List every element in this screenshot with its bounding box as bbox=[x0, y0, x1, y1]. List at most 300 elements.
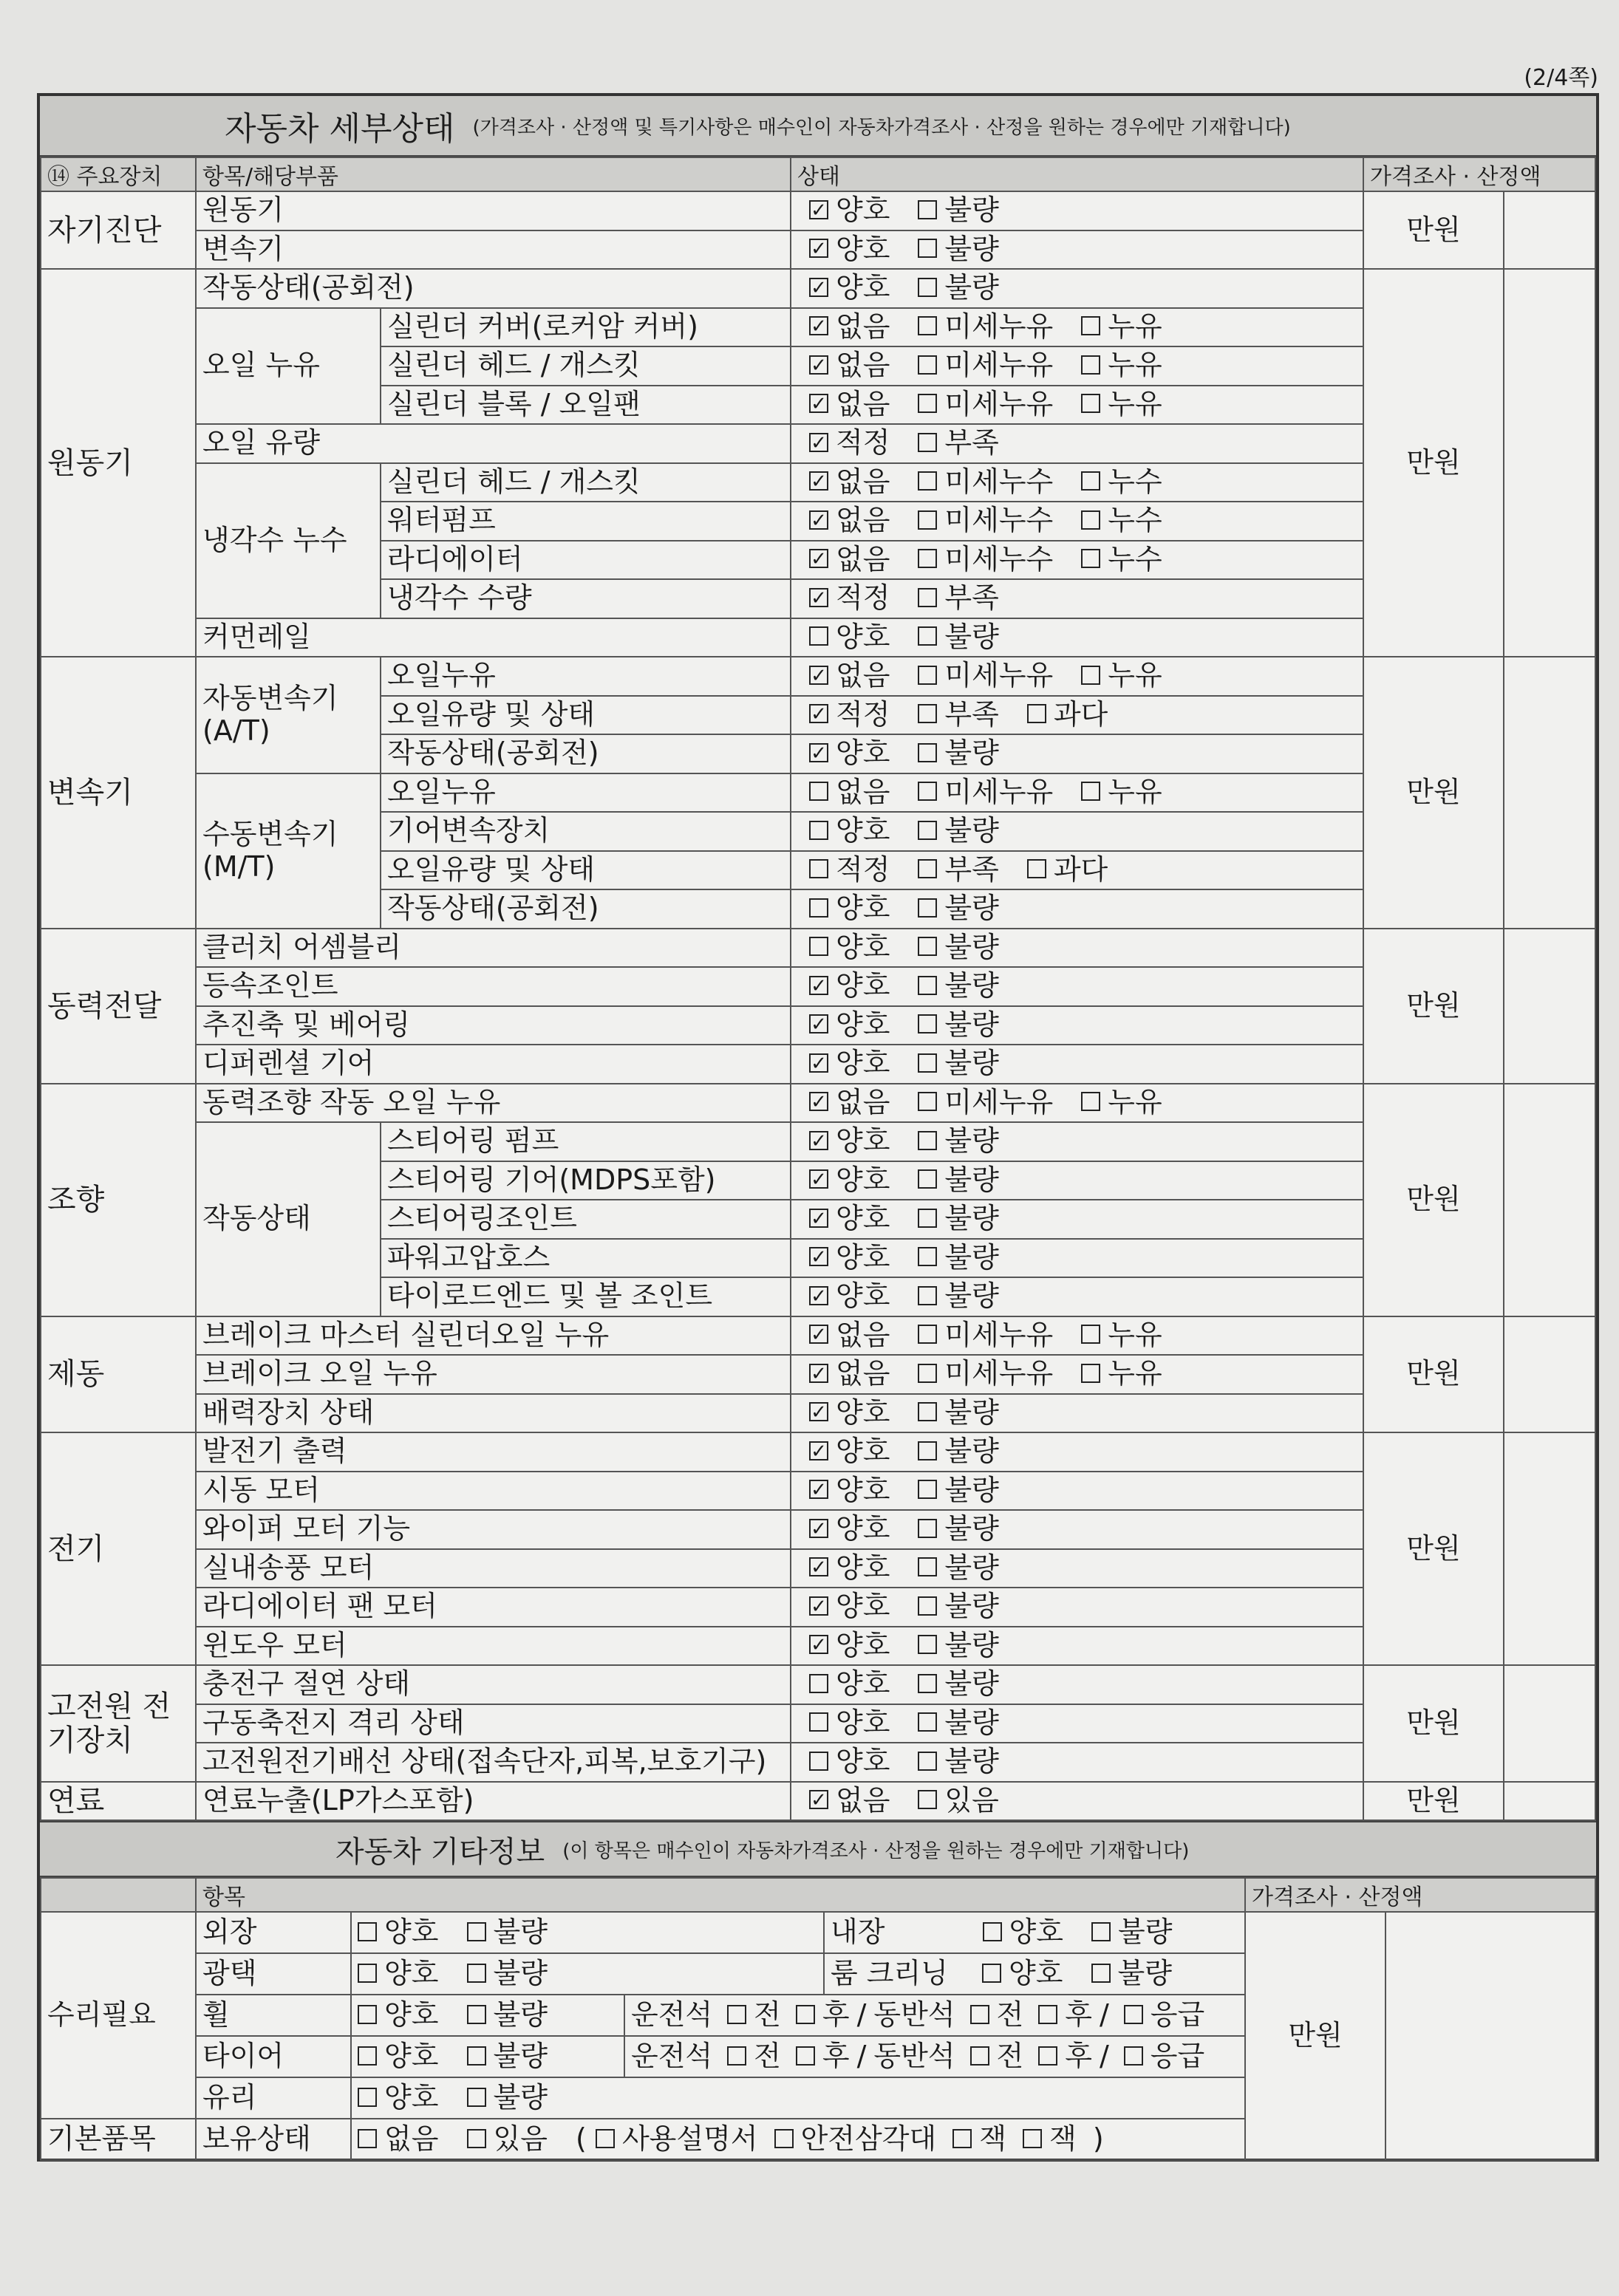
detail-row bbox=[41, 1122, 1595, 1161]
checkbox[interactable] bbox=[358, 1964, 377, 1983]
wheel-options: 양호 불량 bbox=[351, 1995, 624, 2036]
category-cell: 동력전달 bbox=[41, 929, 196, 1084]
status-option bbox=[809, 272, 890, 304]
status-option bbox=[918, 892, 998, 925]
option-label: 적정 bbox=[836, 426, 890, 459]
holding-label: 보유상태 bbox=[196, 2119, 351, 2160]
checkbox[interactable] bbox=[809, 1712, 828, 1732]
checkbox[interactable] bbox=[1027, 704, 1046, 723]
price-cell[interactable]: 만원 bbox=[1363, 929, 1504, 1084]
checkbox[interactable] bbox=[918, 704, 937, 723]
category-cell: 변속기 bbox=[41, 657, 196, 929]
option-label: 불량 bbox=[944, 814, 999, 847]
gloss-label: 광택 bbox=[196, 1953, 351, 1995]
option-label: 양호 bbox=[836, 1163, 890, 1196]
status-option bbox=[918, 932, 998, 964]
checked-checkbox[interactable]: ✓ bbox=[809, 1053, 828, 1073]
item-cell: 라디에이터 bbox=[381, 541, 791, 580]
checkbox[interactable] bbox=[918, 1364, 937, 1383]
position-label: 후 bbox=[1065, 1998, 1092, 2032]
detail-row bbox=[41, 1549, 1595, 1588]
section2-title: 자동차 기타정보 bbox=[335, 1834, 545, 1869]
option-label: 양호 bbox=[836, 737, 890, 770]
checked-checkbox[interactable]: ✓ bbox=[809, 1402, 828, 1421]
item-cell: 작동상태(공회전) bbox=[381, 734, 791, 773]
checkbox[interactable] bbox=[918, 588, 937, 607]
checked-checkbox[interactable]: ✓ bbox=[809, 1557, 828, 1576]
checkbox[interactable] bbox=[1081, 471, 1100, 491]
checkbox[interactable] bbox=[918, 1674, 937, 1693]
status-cell bbox=[791, 1200, 1363, 1239]
item-cell: 작동상태(공회전) bbox=[196, 269, 791, 308]
checkbox[interactable] bbox=[1081, 1092, 1100, 1111]
checkbox[interactable] bbox=[1023, 2129, 1042, 2148]
checkbox[interactable] bbox=[918, 743, 937, 762]
status-option bbox=[918, 544, 1053, 576]
checkbox[interactable] bbox=[918, 549, 937, 568]
checked-checkbox[interactable]: ✓ bbox=[809, 471, 828, 491]
checkbox[interactable] bbox=[809, 1752, 828, 1771]
detail-row bbox=[41, 1432, 1595, 1472]
status-cell bbox=[791, 1432, 1363, 1472]
checkbox[interactable] bbox=[918, 200, 937, 219]
checkbox[interactable] bbox=[1081, 1364, 1100, 1383]
checked-checkbox[interactable]: ✓ bbox=[809, 239, 828, 258]
checkbox[interactable] bbox=[467, 2046, 486, 2066]
status-option bbox=[918, 1048, 998, 1080]
status-option bbox=[809, 1087, 890, 1119]
status-option bbox=[918, 1242, 998, 1274]
checkbox[interactable] bbox=[1091, 1922, 1111, 1941]
checkbox[interactable] bbox=[1038, 2005, 1057, 2024]
checkbox[interactable] bbox=[918, 1402, 937, 1421]
status-option bbox=[918, 815, 998, 847]
checked-checkbox[interactable]: ✓ bbox=[809, 355, 828, 375]
item-cell: 브레이크 마스터 실린더오일 누유 bbox=[196, 1316, 791, 1356]
option-label: 양호 bbox=[836, 1435, 890, 1468]
option-label: 양호 bbox=[836, 271, 890, 304]
status-cell bbox=[791, 1239, 1363, 1278]
status-option bbox=[918, 1397, 998, 1429]
checkbox[interactable] bbox=[918, 1053, 937, 1073]
price-cell[interactable]: 만원 bbox=[1363, 1432, 1504, 1665]
other-price-cell[interactable]: 만원 bbox=[1245, 1912, 1385, 2160]
checked-checkbox[interactable]: ✓ bbox=[809, 1441, 828, 1460]
option-label: 과다 bbox=[1053, 697, 1108, 731]
checkbox[interactable] bbox=[918, 394, 937, 413]
col-device-header: ⑭ 주요장치 bbox=[41, 157, 196, 191]
checkbox[interactable] bbox=[1081, 549, 1100, 568]
checked-checkbox[interactable]: ✓ bbox=[809, 704, 828, 723]
checkbox[interactable] bbox=[918, 1325, 937, 1344]
item-cell: 발전기 출력 bbox=[196, 1432, 791, 1472]
checkbox[interactable] bbox=[918, 782, 937, 801]
status-option bbox=[809, 699, 890, 731]
status-option bbox=[918, 1552, 998, 1585]
section-detail-header bbox=[40, 96, 1596, 157]
checkbox[interactable] bbox=[918, 898, 937, 918]
checked-checkbox[interactable]: ✓ bbox=[809, 1364, 828, 1383]
checkbox[interactable] bbox=[467, 1964, 486, 1983]
item-cell: 클러치 어셈블리 bbox=[196, 929, 791, 968]
option-label: 없음 bbox=[836, 310, 890, 343]
status-option bbox=[809, 621, 890, 654]
option-label: 양호 bbox=[836, 1551, 890, 1584]
checkbox[interactable] bbox=[809, 821, 828, 840]
status-option bbox=[918, 699, 998, 731]
checkbox[interactable] bbox=[1081, 355, 1100, 375]
price-extra-cell[interactable] bbox=[1504, 657, 1595, 929]
other-item-header: 항목 bbox=[196, 1878, 1245, 1912]
checkbox[interactable] bbox=[1124, 2005, 1143, 2024]
subcategory-cell: 냉각수 누수 bbox=[196, 463, 381, 618]
checked-checkbox[interactable]: ✓ bbox=[809, 1596, 828, 1616]
col-price-header: 가격조사 · 산정액 bbox=[1363, 157, 1595, 191]
checkbox[interactable] bbox=[918, 1519, 937, 1538]
checkbox[interactable] bbox=[918, 316, 937, 335]
checkbox[interactable] bbox=[596, 2129, 615, 2148]
status-option bbox=[809, 1397, 890, 1429]
option-label: 있음 bbox=[944, 1783, 999, 1817]
status-option bbox=[918, 1358, 1053, 1390]
option-label: 불량 bbox=[944, 1551, 999, 1584]
position-label: 전 bbox=[754, 2040, 781, 2073]
option-label: 불량 bbox=[944, 892, 999, 925]
item-cell: 원동기 bbox=[196, 191, 791, 230]
checkbox[interactable] bbox=[918, 666, 937, 685]
checkbox[interactable] bbox=[467, 2005, 486, 2024]
checked-checkbox[interactable]: ✓ bbox=[809, 1635, 828, 1654]
checkbox[interactable] bbox=[1081, 316, 1100, 335]
item-cell: 와이퍼 모터 기능 bbox=[196, 1510, 791, 1549]
option-label: 없음 bbox=[836, 349, 890, 382]
checkbox[interactable] bbox=[809, 782, 828, 801]
option-label: 양호 bbox=[836, 1124, 890, 1158]
checkbox[interactable] bbox=[358, 1922, 377, 1941]
checked-checkbox[interactable]: ✓ bbox=[809, 1092, 828, 1111]
checkbox[interactable] bbox=[970, 2046, 989, 2066]
detail-row bbox=[41, 1472, 1595, 1511]
checked-checkbox[interactable]: ✓ bbox=[809, 1480, 828, 1499]
checked-checkbox[interactable]: ✓ bbox=[809, 1519, 828, 1538]
tire-label: 타이어 bbox=[196, 2036, 351, 2077]
option-label: 불량 bbox=[944, 271, 999, 304]
checked-checkbox[interactable]: ✓ bbox=[809, 666, 828, 685]
price-cell[interactable]: 만원 bbox=[1363, 1782, 1504, 1821]
item-cell: 구동축전지 격리 상태 bbox=[196, 1704, 791, 1743]
checkbox[interactable] bbox=[1027, 859, 1046, 878]
price-extra-cell[interactable] bbox=[1504, 1084, 1595, 1316]
checked-checkbox[interactable]: ✓ bbox=[809, 316, 828, 335]
detail-row bbox=[41, 1588, 1595, 1627]
checked-checkbox[interactable]: ✓ bbox=[809, 510, 828, 530]
price-extra-cell[interactable] bbox=[1504, 1665, 1595, 1782]
status-cell bbox=[791, 1161, 1363, 1200]
checkbox[interactable] bbox=[918, 278, 937, 297]
option-label: 부족 bbox=[944, 697, 999, 731]
status-option bbox=[918, 272, 998, 304]
item-cell: 등속조인트 bbox=[196, 967, 791, 1006]
status-option bbox=[809, 194, 890, 227]
option-label: 양호 bbox=[836, 1706, 890, 1739]
option-label: 불량 bbox=[944, 1047, 999, 1080]
checked-checkbox[interactable]: ✓ bbox=[809, 394, 828, 413]
category-cell: 연료 bbox=[41, 1782, 196, 1821]
checkbox[interactable] bbox=[796, 2046, 815, 2066]
checked-checkbox[interactable]: ✓ bbox=[809, 1247, 828, 1266]
checkbox[interactable] bbox=[918, 1596, 937, 1616]
status-option bbox=[1081, 544, 1162, 576]
checkbox[interactable] bbox=[727, 2046, 746, 2066]
price-cell[interactable]: 만원 bbox=[1363, 657, 1504, 929]
option-label: 누유 bbox=[1108, 775, 1162, 808]
status-option bbox=[809, 1164, 890, 1197]
status-cell bbox=[791, 1122, 1363, 1161]
room-label: 룸 크리닝 bbox=[831, 1957, 948, 1990]
item-cell: 타이로드엔드 및 볼 조인트 bbox=[381, 1277, 791, 1316]
item-cell: 스티어링조인트 bbox=[381, 1200, 791, 1239]
price-extra-cell[interactable] bbox=[1504, 191, 1595, 269]
price-cell[interactable]: 만원 bbox=[1363, 191, 1504, 269]
status-option bbox=[918, 427, 998, 459]
checkbox[interactable] bbox=[467, 1922, 486, 1941]
checked-checkbox[interactable]: ✓ bbox=[809, 433, 828, 452]
position-label: 운전석 bbox=[631, 1998, 713, 2032]
status-option bbox=[918, 1164, 998, 1197]
item-cell: 실내송풍 모터 bbox=[196, 1549, 791, 1588]
checkbox[interactable] bbox=[467, 2129, 486, 2148]
checkbox[interactable] bbox=[918, 1480, 937, 1499]
option-label: 양호 bbox=[836, 1512, 890, 1545]
option-label: 없음 bbox=[836, 1318, 890, 1351]
price-extra-cell[interactable] bbox=[1504, 929, 1595, 1084]
checkbox[interactable] bbox=[1081, 394, 1100, 413]
checkbox[interactable] bbox=[918, 1131, 937, 1150]
wheel-label: 휠 bbox=[196, 1995, 351, 2036]
checkbox[interactable] bbox=[970, 2005, 989, 2024]
checked-checkbox[interactable]: ✓ bbox=[809, 1131, 828, 1150]
status-option bbox=[809, 1746, 890, 1778]
price-cell[interactable]: 만원 bbox=[1363, 1316, 1504, 1433]
checkbox[interactable] bbox=[809, 898, 828, 918]
checked-checkbox[interactable]: ✓ bbox=[809, 1286, 828, 1305]
checkbox[interactable] bbox=[918, 976, 937, 995]
price-extra-cell[interactable] bbox=[1504, 1432, 1595, 1665]
section-other-header bbox=[40, 1821, 1596, 1877]
checkbox[interactable] bbox=[467, 2088, 486, 2107]
detail-row bbox=[41, 424, 1595, 463]
checkbox[interactable] bbox=[918, 1712, 937, 1732]
detail-row bbox=[41, 1704, 1595, 1743]
checkbox[interactable] bbox=[918, 1752, 937, 1771]
status-cell bbox=[791, 1588, 1363, 1627]
status-cell bbox=[791, 1743, 1363, 1782]
checkbox[interactable] bbox=[358, 2129, 377, 2148]
position-label: / bbox=[1099, 2040, 1109, 2073]
option-label: 없음 bbox=[836, 1085, 890, 1118]
detail-row bbox=[41, 269, 1595, 308]
item-cell: 스티어링 기어(MDPS포함) bbox=[381, 1161, 791, 1200]
checkbox[interactable] bbox=[918, 510, 937, 530]
item-cell: 워터펌프 bbox=[381, 502, 791, 541]
price-extra-cell[interactable] bbox=[1504, 269, 1595, 657]
checkbox[interactable] bbox=[918, 355, 937, 375]
status-option bbox=[809, 1048, 890, 1080]
status-option bbox=[1081, 1087, 1162, 1119]
subcategory-cell: 수동변속기 (M/T) bbox=[196, 773, 381, 929]
section-title: 자동차 세부상태 bbox=[225, 110, 455, 148]
price-cell[interactable]: 만원 bbox=[1363, 1665, 1504, 1782]
option-label: 미세누수 bbox=[944, 542, 1054, 575]
checkbox[interactable] bbox=[918, 433, 937, 452]
checkbox[interactable] bbox=[918, 1286, 937, 1305]
checkbox[interactable] bbox=[983, 1922, 1002, 1941]
checkbox[interactable] bbox=[918, 1092, 937, 1111]
checked-checkbox[interactable]: ✓ bbox=[809, 1169, 828, 1189]
checkbox[interactable] bbox=[918, 239, 937, 258]
position-label: 전 bbox=[996, 1998, 1024, 2032]
checkbox[interactable] bbox=[1124, 2046, 1143, 2066]
checkbox[interactable] bbox=[1081, 1325, 1100, 1344]
checkbox[interactable] bbox=[918, 471, 937, 491]
price-cell[interactable]: 만원 bbox=[1363, 269, 1504, 657]
checkbox[interactable] bbox=[358, 2046, 377, 2066]
status-option bbox=[918, 582, 998, 615]
col-status-header: 상태 bbox=[791, 157, 1363, 191]
status-option bbox=[1081, 505, 1162, 537]
subcategory-cell: 자동변속기 (A/T) bbox=[196, 657, 381, 773]
checkbox[interactable] bbox=[918, 937, 937, 956]
checked-checkbox[interactable]: ✓ bbox=[809, 1209, 828, 1228]
checkbox[interactable] bbox=[809, 1674, 828, 1693]
price-extra-cell[interactable] bbox=[1504, 1782, 1595, 1821]
checkbox[interactable] bbox=[918, 1635, 937, 1654]
option-label: 불량 bbox=[944, 194, 999, 227]
option-label: 양호 bbox=[836, 814, 890, 847]
checkbox[interactable] bbox=[918, 1014, 937, 1033]
checkbox[interactable] bbox=[1081, 666, 1100, 685]
checkbox[interactable] bbox=[952, 2129, 972, 2148]
status-option bbox=[809, 349, 890, 382]
status-option bbox=[809, 1707, 890, 1740]
checkbox[interactable] bbox=[1091, 1964, 1111, 1983]
checkbox[interactable] bbox=[918, 859, 937, 878]
checkbox[interactable] bbox=[774, 2129, 794, 2148]
status-option bbox=[809, 1785, 890, 1817]
detail-row bbox=[41, 230, 1595, 270]
option-label: 양호 bbox=[836, 969, 890, 1002]
checkbox[interactable] bbox=[358, 2005, 377, 2024]
option-label: 불량 bbox=[944, 1395, 999, 1429]
status-cell bbox=[791, 1006, 1363, 1045]
position-label: 응급 bbox=[1150, 2040, 1205, 2073]
status-cell bbox=[791, 1665, 1363, 1704]
category-cell: 제동 bbox=[41, 1316, 196, 1433]
detail-row bbox=[41, 1316, 1595, 1356]
item-cell: 실린더 블록 / 오일팬 bbox=[381, 386, 791, 425]
status-option bbox=[809, 932, 890, 964]
checked-checkbox[interactable]: ✓ bbox=[809, 549, 828, 568]
checkbox[interactable] bbox=[982, 1964, 1001, 1983]
item-cell: 디퍼렌셜 기어 bbox=[196, 1045, 791, 1084]
checkbox[interactable] bbox=[358, 2088, 377, 2107]
option-label: 없음 bbox=[836, 387, 890, 420]
option-label: 불량 bbox=[944, 1124, 999, 1158]
checkbox[interactable] bbox=[809, 859, 828, 878]
item-cell: 커먼레일 bbox=[196, 618, 791, 657]
status-option bbox=[809, 660, 890, 692]
position-label: / bbox=[1099, 1998, 1109, 2032]
item-cell: 오일누유 bbox=[381, 773, 791, 813]
category-cell: 자기진단 bbox=[41, 191, 196, 269]
checkbox[interactable] bbox=[727, 2005, 746, 2024]
option-label: 양호 bbox=[836, 1202, 890, 1235]
price-extra-cell[interactable] bbox=[1504, 1316, 1595, 1433]
checkbox[interactable] bbox=[918, 821, 937, 840]
checkbox[interactable] bbox=[1081, 510, 1100, 530]
checked-checkbox[interactable]: ✓ bbox=[809, 1325, 828, 1344]
status-cell bbox=[791, 1472, 1363, 1511]
interior-cell: 내장 양호 불량 bbox=[824, 1912, 1245, 1953]
checkbox[interactable] bbox=[918, 1209, 937, 1228]
checked-checkbox[interactable]: ✓ bbox=[809, 588, 828, 607]
option-label: 양호 bbox=[836, 1590, 890, 1623]
exterior-label: 외장 bbox=[196, 1912, 351, 1953]
other-price-extra[interactable] bbox=[1385, 1912, 1595, 2160]
option-label: 미세누수 bbox=[944, 504, 1054, 537]
checkbox[interactable] bbox=[918, 1557, 937, 1576]
status-option bbox=[809, 1435, 890, 1468]
option-label: 불량 bbox=[944, 1163, 999, 1196]
checkbox[interactable] bbox=[1038, 2046, 1057, 2066]
status-cell bbox=[791, 1394, 1363, 1433]
checked-checkbox[interactable]: ✓ bbox=[809, 1014, 828, 1033]
category-cell: 고전원 전기장치 bbox=[41, 1665, 196, 1782]
checked-checkbox[interactable]: ✓ bbox=[809, 200, 828, 219]
detail-row bbox=[41, 1627, 1595, 1666]
checkbox[interactable] bbox=[918, 1247, 937, 1266]
checked-checkbox[interactable]: ✓ bbox=[809, 976, 828, 995]
option-label: 부족 bbox=[944, 426, 999, 459]
option-label: 미세누유 bbox=[944, 1357, 1054, 1390]
status-cell bbox=[791, 1510, 1363, 1549]
detail-row bbox=[41, 1510, 1595, 1549]
checkbox[interactable] bbox=[809, 937, 828, 956]
checkbox[interactable] bbox=[918, 1790, 937, 1809]
checkbox[interactable] bbox=[1081, 782, 1100, 801]
interior-label: 내장 bbox=[831, 1916, 885, 1949]
option-label: 미세누유 bbox=[944, 775, 1054, 808]
status-cell bbox=[791, 696, 1363, 735]
price-cell[interactable]: 만원 bbox=[1363, 1084, 1504, 1316]
detail-row bbox=[41, 657, 1595, 696]
checkbox[interactable] bbox=[796, 2005, 815, 2024]
checked-checkbox[interactable]: ✓ bbox=[809, 278, 828, 297]
status-option bbox=[918, 194, 998, 227]
item-cell: 윈도우 모터 bbox=[196, 1627, 791, 1666]
checked-checkbox[interactable]: ✓ bbox=[809, 743, 828, 762]
tire-options: 양호 불량 bbox=[351, 2036, 624, 2077]
checkbox[interactable] bbox=[809, 626, 828, 646]
option-label: 부족 bbox=[944, 581, 999, 615]
checkbox[interactable] bbox=[918, 1169, 937, 1189]
checked-checkbox[interactable]: ✓ bbox=[809, 1790, 828, 1809]
option-label: 없음 bbox=[836, 542, 890, 575]
checkbox[interactable] bbox=[918, 1441, 937, 1460]
status-option bbox=[1081, 311, 1162, 344]
status-option bbox=[809, 1009, 890, 1042]
checkbox[interactable] bbox=[918, 626, 937, 646]
